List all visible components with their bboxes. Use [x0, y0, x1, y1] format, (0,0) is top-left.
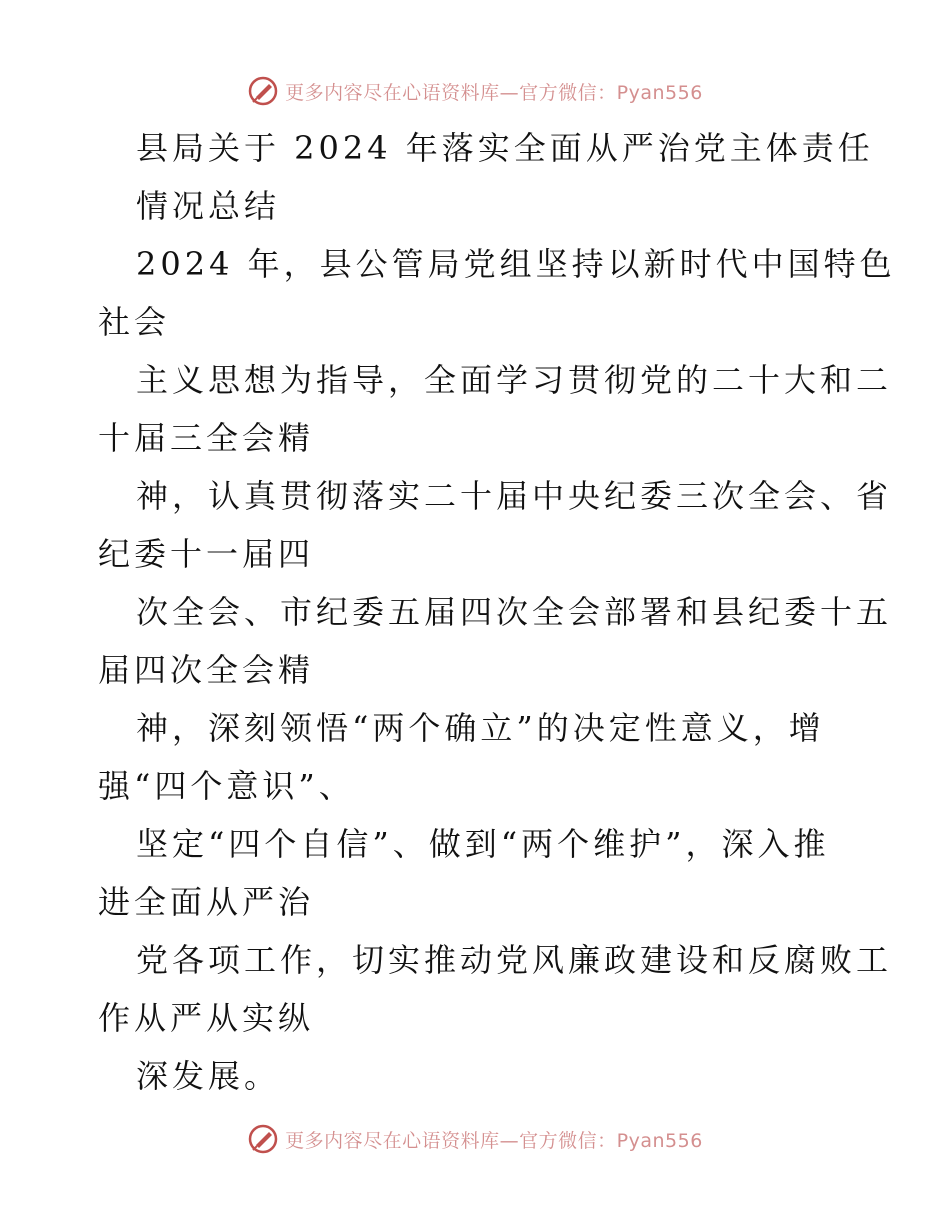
watermark-header	[0, 74, 950, 108]
doc-line: 2024 年，县公管局党组坚持以新时代中国特色	[136, 245, 896, 283]
watermark-footer	[0, 1122, 950, 1156]
doc-line: 深发展。	[136, 1057, 281, 1095]
doc-line: 进全面从严治	[98, 883, 315, 921]
pen-seal-logo-icon	[247, 1123, 279, 1155]
doc-line: 主义思想为指导，全面学习贯彻党的二十大和二	[136, 361, 893, 399]
doc-line: 次全会、市纪委五届四次全会部署和县纪委十五	[136, 593, 893, 631]
doc-line: 坚定“四个自信”、做到“两个维护”，深入推	[136, 825, 830, 863]
doc-line: 神，认真贯彻落实二十届中央纪委三次全会、省	[136, 477, 893, 515]
doc-line: 纪委十一届四	[98, 535, 315, 573]
doc-line: 社会	[98, 303, 171, 341]
watermark-text: 更多内容尽在心语资料库—官方微信：Pyan556	[285, 81, 703, 104]
doc-line: 情况总结	[136, 187, 281, 225]
doc-line: 县局关于 2024 年落实全面从严治党主体责任	[136, 129, 874, 167]
doc-line: 作从严从实纵	[98, 999, 315, 1037]
watermark-text: 更多内容尽在心语资料库—官方微信：Pyan556	[285, 1129, 703, 1152]
doc-line: 党各项工作，切实推动党风廉政建设和反腐败工	[136, 941, 893, 979]
doc-line: 十届三全会精	[98, 419, 315, 457]
doc-line: 届四次全会精	[98, 651, 315, 689]
doc-line: 强“四个意识”、	[98, 767, 355, 805]
doc-line: 神，深刻领悟“两个确立”的决定性意义，增	[136, 709, 825, 747]
pen-seal-logo-icon	[247, 75, 279, 107]
